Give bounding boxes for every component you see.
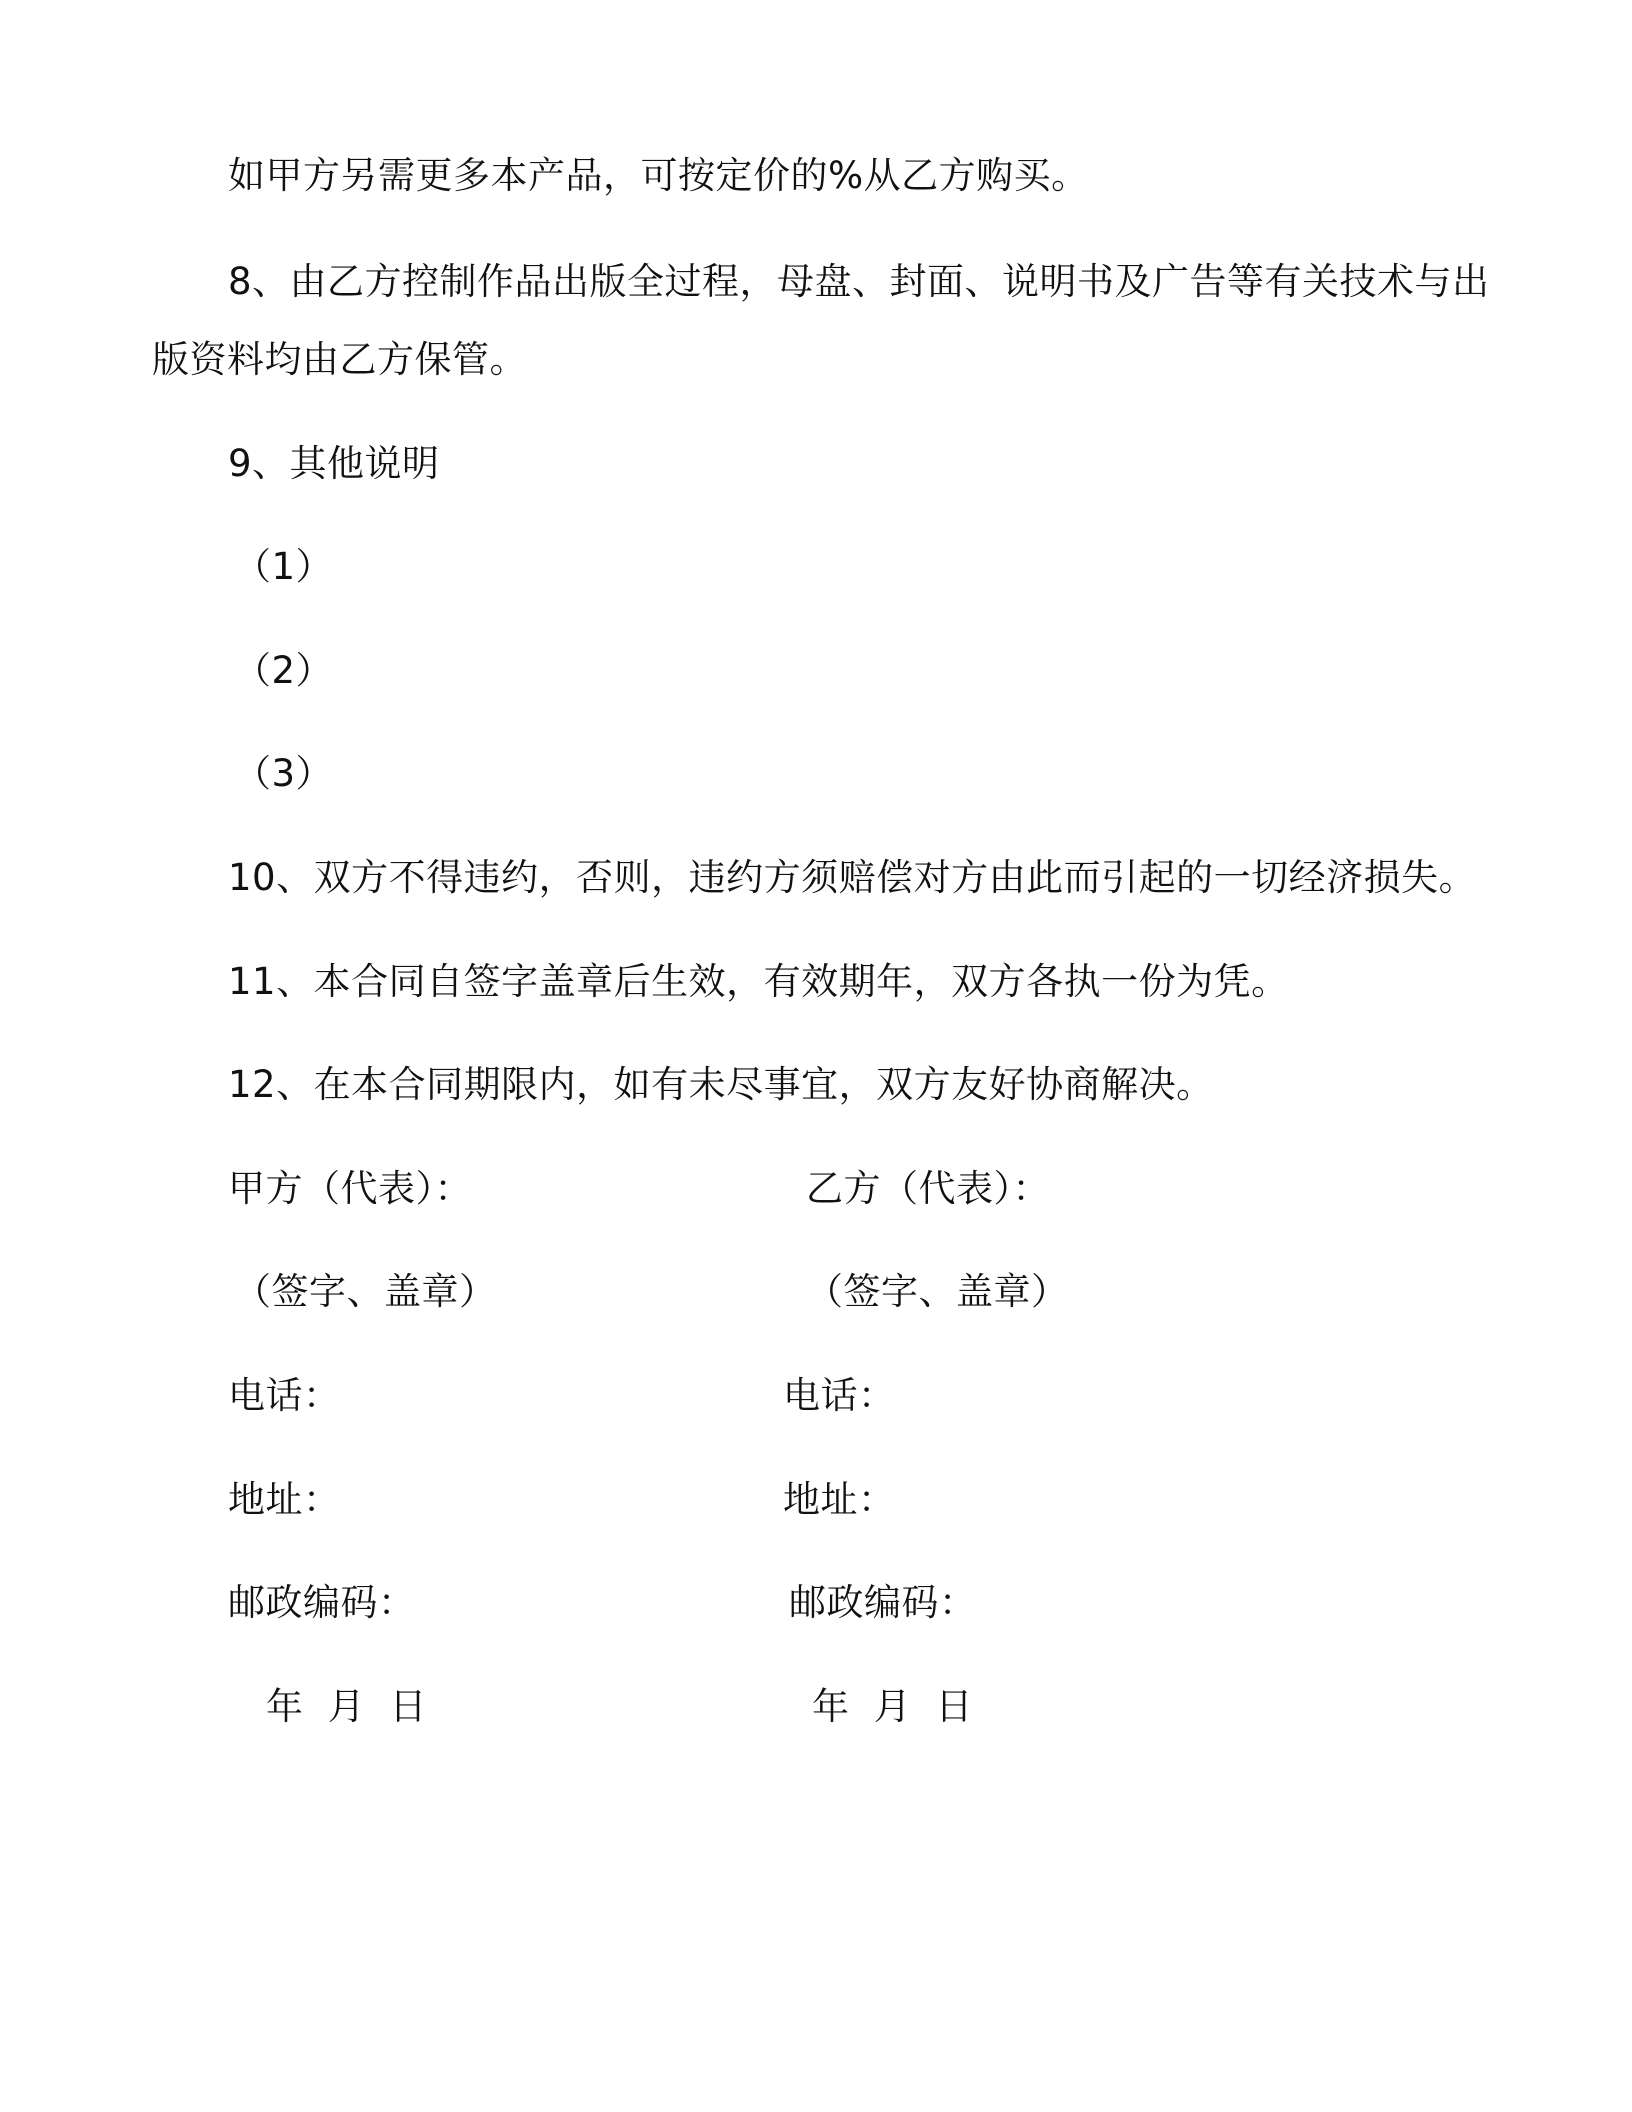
- paragraph-8-line2: 版资料均由乙方保管。: [152, 338, 527, 381]
- paragraph-8-line1: 8、由乙方控制作品出版全过程，母盘、封面、说明书及广告等有关技术与出: [228, 260, 1490, 303]
- party-a-postcode: 邮政编码：: [228, 1581, 416, 1624]
- party-a-address: 地址：: [228, 1478, 341, 1521]
- party-a-date: 年 月 日: [266, 1685, 428, 1728]
- party-b-postcode: 邮政编码：: [789, 1581, 977, 1624]
- party-b-phone: 电话：: [783, 1374, 896, 1417]
- paragraph-purchase: 如甲方另需更多本产品，可按定价的%从乙方购买。: [228, 154, 1089, 197]
- party-a-representative: 甲方（代表）：: [228, 1167, 472, 1210]
- party-b-signature: （签字、盖章）: [806, 1270, 1069, 1313]
- paragraph-10: 10、双方不得违约，否则，违约方须赔偿对方由此而引起的一切经济损失。: [228, 856, 1477, 899]
- party-a-phone: 电话：: [228, 1374, 341, 1417]
- list-item-1: （1）: [234, 545, 334, 588]
- paragraph-9: 9、其他说明: [228, 442, 440, 485]
- party-b-address: 地址：: [783, 1478, 896, 1521]
- party-a-signature: （签字、盖章）: [234, 1270, 497, 1313]
- party-b-date: 年 月 日: [812, 1685, 974, 1728]
- list-item-2: （2）: [234, 649, 334, 692]
- party-b-representative: 乙方（代表）：: [806, 1167, 1050, 1210]
- list-item-3: （3）: [234, 752, 334, 795]
- paragraph-11: 11、本合同自签字盖章后生效，有效期年，双方各执一份为凭。: [228, 960, 1289, 1003]
- paragraph-12: 12、在本合同期限内，如有未尽事宜，双方友好协商解决。: [228, 1063, 1214, 1106]
